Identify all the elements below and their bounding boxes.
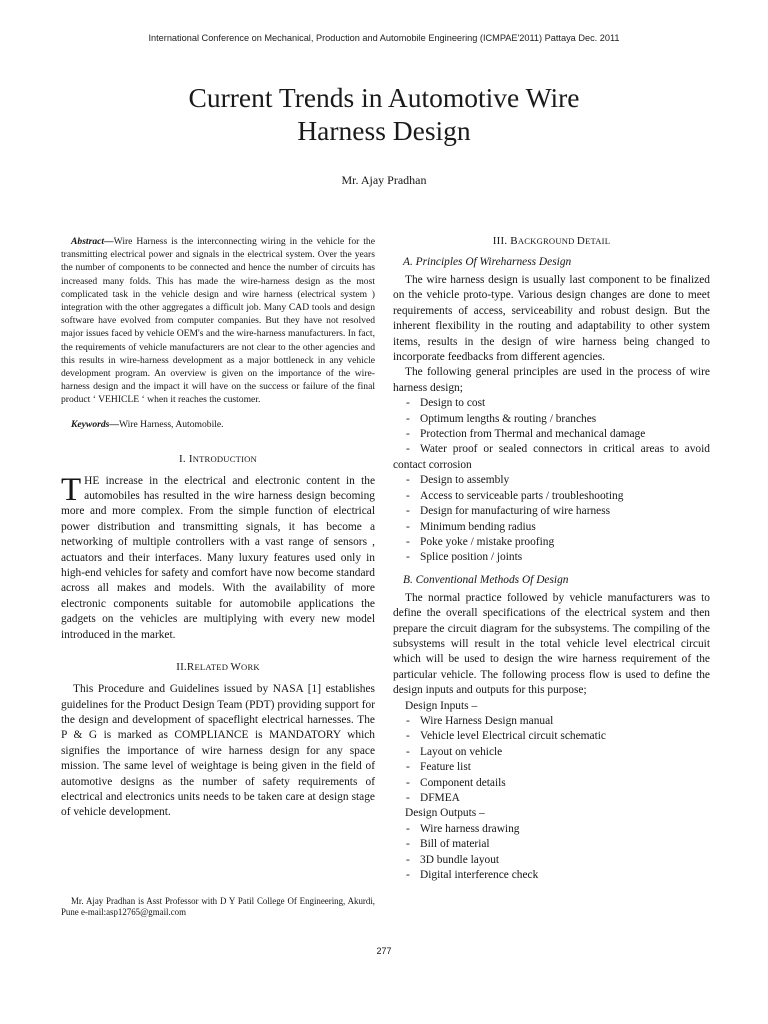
section-heading-introduction: I. INTRODUCTION: [179, 452, 257, 465]
subsection-heading-principles: A. Principles Of Wireharness Design: [403, 256, 572, 268]
principles-paragraph-1: The wire harness design is usually last component to be finalized on the vehicle proto-type. Various design changes are done to meet requirements of access, serviceability and robust design. But the inherent flexibility in the routing and adaptability to other system items, results in the design of wire harness being changed to incorporate feedbacks from different agencies.: [393, 274, 710, 364]
section-heading-background: III. BACKGROUND DETAIL: [492, 235, 611, 247]
list-item: - Wire harness drawing: [406, 822, 520, 835]
list-item: - Component details: [406, 776, 506, 789]
list-item: - Access to serviceable parts / troubleshooting: [406, 489, 624, 502]
abstract-text: Wire Harness is the interconnecting wiring in the vehicle for the transmitting electrical power and signals in the electrical system. Over the years the number of components to be connected and hence the number of circuits has increased many folds. This has made the wire-harness design as the most complicated task in the vehicle design and wire harness (electrical system ) integration with the other aggregates a difficult job. Many CAD tools and design software have evolved from computer companies. But they have not resolved major issues faced by vehicle OEM's and the wire-harness manufacturers. In fact, the requirements of vehicle manufacturers are not clear to the other agencies and this results in wire-harness development as a major bottleneck in any vehicle development program. An overview is given on the importance of the wire-harness design and the impact it will have on the success or failure of the final product ‘ VEHICLE ‘ when it reaches the customer.: [61, 236, 375, 406]
introduction-paragraph: THE increase in the electrical and electronic content in the automobiles has resulted in the wire harness design becoming more and more complex. From the simple function of electrical power distribution and transmitting signals, it has become a networking of multiple controllers with a vast range of sensors , actuators and their interfaces. Many luxury features used only in high-end vehicles for safety and comfort have now become standard across all makes and models. With the availability of more electronic components suitable for automobile applications the gadgets on the vehicles are multiplying with every new model introduced in the market.: [61, 471, 375, 641]
related-work-paragraph: This Procedure and Guidelines issued by NASA [1] establishes guidelines for the Product Design Team (PDT) providing support for the design and development of spaceflight electrical harnesses. The P & G is marked as COMPLIANCE is MANDATORY which signifies the importance of wire harness design for any space mission. The same level of weightage is being given in the field of automotive designs as the number of safety requirements of electrical and electronics units needs to be taken care at design stage of vehicle development.: [61, 683, 375, 819]
design-outputs-label: Design Outputs –: [405, 807, 485, 820]
keywords-label: Keywords—: [71, 418, 119, 430]
design-inputs-list: [393, 714, 710, 806]
conference-header: International Conference on Mechanical, Production and Automobile Engineering (ICMPAE'2011) Pattaya Dec. 2011: [148, 33, 620, 43]
subsection-heading-conventional: B. Conventional Methods Of Design: [403, 573, 569, 586]
principles-paragraph-2: The following general principles are used in the process of wire harness design;: [393, 366, 710, 394]
list-item: - Water proof or sealed connectors in critical areas to avoid contact corrosion: [393, 443, 710, 471]
page-number: 277: [376, 946, 392, 956]
abstract-label: Abstract—: [71, 236, 114, 247]
right-column: [393, 235, 710, 883]
abstract: [61, 235, 375, 407]
list-item: - Optimum lengths & routing / branches: [406, 412, 597, 425]
list-item: - Minimum bending radius: [406, 520, 536, 533]
drop-cap: T: [61, 471, 82, 508]
list-item: - Design to assembly: [406, 474, 510, 487]
list-item: - 3D bundle layout: [406, 853, 500, 866]
principles-list: [393, 396, 710, 565]
list-item: - Feature list: [406, 761, 471, 774]
conventional-paragraph: The normal practice followed by vehicle manufacturers was to define the overall specifications of the electrical system and then prepare the circuit diagram for the subsystems. The compiling of the subsystems will result in the total vehicle level electrical circuit which will be used to design the wire harness requirement of the particular vehicle. The following process flow is used to define the design inputs and outputs for this purpose;: [393, 591, 710, 697]
author-footnote: Mr. Ajay Pradhan is Asst Professor with D Y Patil College Of Engineering, Akurdi, Pune e-mail:asp12765@gmail.com: [61, 896, 375, 917]
author-name: Mr. Ajay Pradhan: [341, 173, 427, 187]
list-item: - Vehicle level Electrical circuit schematic: [406, 730, 606, 743]
list-item: - DFMEA: [406, 792, 460, 804]
keywords-text: Wire Harness, Automobile.: [118, 418, 224, 430]
title-line-1: Current Trends in Automotive Wire: [188, 82, 580, 113]
list-item: - Protection from Thermal and mechanical damage: [406, 428, 646, 441]
list-item: - Design for manufacturing of wire harness: [406, 505, 611, 518]
title-line-2: Harness Design: [297, 115, 471, 146]
list-item: - Wire Harness Design manual: [406, 714, 554, 727]
list-item: - Bill of material: [406, 838, 490, 851]
design-outputs-list: [393, 822, 710, 884]
list-item: - Splice position / joints: [406, 551, 523, 564]
list-item: - Layout on vehicle: [406, 745, 503, 758]
design-inputs-label: Design Inputs –: [405, 699, 478, 712]
paper-title: [80, 81, 688, 147]
left-column: [61, 235, 375, 821]
list-item: - Digital interference check: [406, 869, 539, 882]
list-item: - Design to cost: [406, 397, 486, 410]
keywords: [61, 418, 375, 431]
section-heading-related-work: II.RELATED WORK: [176, 661, 260, 674]
list-item: - Poke yoke / mistake proofing: [406, 535, 555, 548]
